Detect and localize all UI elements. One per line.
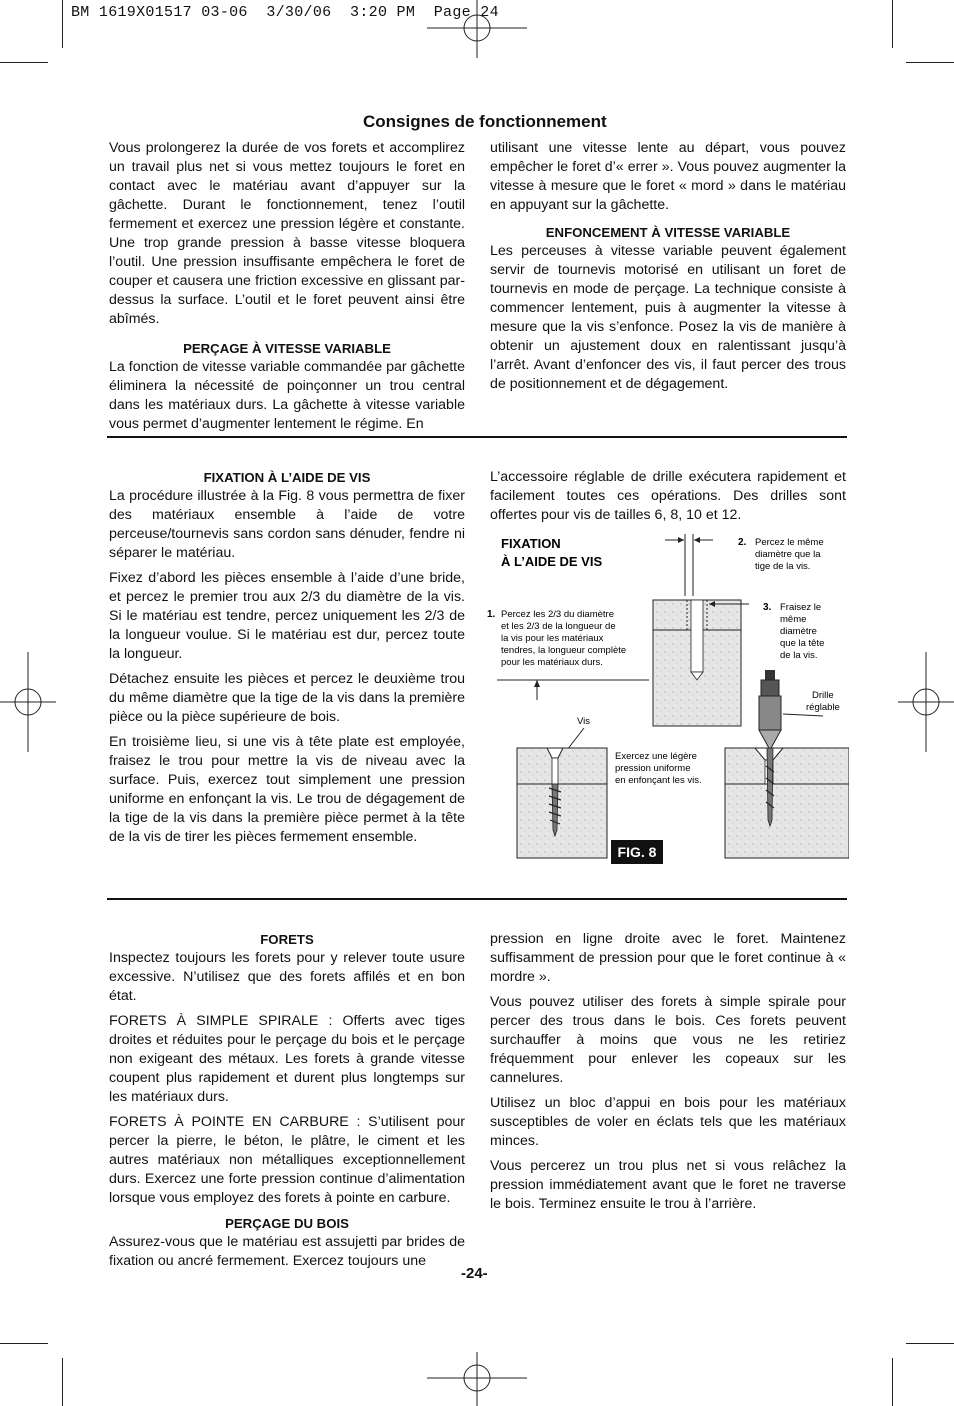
fig-label: FIG. 8 — [617, 844, 657, 860]
pressure-line2: pression uniforme — [615, 763, 691, 774]
crop-mark-tr-h — [906, 62, 954, 63]
step-1-line1: Percez les 2/3 du diamètre — [501, 609, 615, 620]
pressure-line3: en enfonçant les vis. — [615, 775, 702, 786]
registration-mark-left — [0, 652, 56, 752]
section3-right-column — [490, 930, 846, 1220]
step-3-line2: même — [780, 614, 807, 625]
paragraph: Détachez ensuite les pièces et percez le deuxième trou du même diamètre que la tige de la vis dans la première pièce ou la pièce supérieure de bois. — [109, 671, 465, 725]
pilot-hole — [691, 600, 703, 672]
vis-label: Vis — [577, 716, 591, 727]
paragraph: Vous pouvez utiliser des forets à simple spirale pour percer des trous dans le bois. Ces forets peuvent surchauffer à moins que vous ne les retiriez fréquemment pour enlever les copeaux sur les cannelures. — [490, 994, 846, 1086]
paragraph: FORETS À POINTE EN CARBURE : S’utilisent pour percer la pierre, le béton, le plâtre, le ciment et les autres matériaux non métalliques exceptionnellement durs. Exercez une forte pression continue d’alimentation lorsque vous employez des forets à pointe en carbure. — [109, 1114, 465, 1206]
paragraph: Fixez d’abord les pièces ensemble à l’aide d’une bride, et percez le premier trou aux 2/3 du diamètre de la vis. Si le matériau est tendre, percez uniquement les 2/3 de la longueur voulue. Si le matériau est dur, percez toute la longueur. — [109, 570, 465, 662]
crop-mark-tr-v — [892, 0, 893, 48]
step-3-line3: diamètre — [780, 626, 817, 637]
section3-left-column — [109, 930, 465, 1277]
registration-mark-right — [898, 652, 954, 752]
wood-block-drill-image — [725, 748, 849, 858]
step-1-line3: la vis pour les matériaux — [501, 633, 604, 644]
screw-thread-icon — [552, 784, 558, 836]
step-1-line5: pour les matériaux durs. — [501, 657, 603, 668]
crop-mark-tl-h — [0, 62, 48, 63]
subheading-variable-speed-driving: ENFONCEMENT À VITESSE VARIABLE — [545, 225, 791, 240]
subheading-variable-speed-drilling: PERÇAGE À VITESSE VARIABLE — [183, 341, 391, 356]
section1-left-column — [109, 139, 465, 440]
step-3-number: 3. — [763, 602, 772, 613]
drill-shank-icon — [765, 670, 775, 680]
step-2-line2: diamètre que la — [755, 549, 821, 560]
paragraph: utilisant une vitesse lente au départ, vous pouvez empêcher le foret d’« errer ». Vous pouvez augmenter la vitesse à mesure que le foret « mord » dans le matériau en appuyant sur la gâchette. — [490, 140, 846, 213]
paragraph: Vous percerez un trou plus net si vous relâchez la pression immédiatement avant que le foret ne traverse le bois. Terminez ensuite le trou à l’arrière. — [490, 1158, 846, 1212]
crop-mark-tl-v — [62, 0, 63, 48]
step-3-line1: Fraisez le — [780, 602, 822, 613]
paragraph: La fonction de vitesse variable commandée par gâchette éliminera la nécessité de poinçonner un trou central dans les matériaux durs. La gâchette à vitesse variable vous permet d’augmenter lentement le régime. En — [109, 359, 465, 432]
subheading-bits: FORETS — [260, 932, 314, 947]
step-1-number: 1. — [487, 609, 496, 620]
section1-right-column — [490, 139, 846, 400]
paragraph: Vous prolongerez la durée de vos forets et accomplirez un travail plus net si vous mettez toujours le foret en contact avec le matériau avant d’appuyer sur la gâchette. Durant le fonctionnement, tenez l’outil fermement et exercez une pression légère et constante. Une trop grande pression à basse vitesse bloquera l’outil. Une pression insuffisante empêchera le foret de couper et causera une friction excessive en glissant par-dessus la surface. L’outil et le foret peuvent ainsi être abîmés. — [109, 140, 465, 327]
paragraph: Assurez-vous que le matériau est assujetti par brides de fixation ou ancré fermement. Exercez toujours une — [109, 1234, 465, 1269]
paragraph: La procédure illustrée à la Fig. 8 vous permettra de fixer des matériaux ensemble à l’aide de votre perceuse/tournevis sans cordon sans dénuder, fendre ni séparer le matériau. — [109, 488, 465, 561]
crop-mark-br-v — [892, 1358, 893, 1406]
section-divider — [107, 436, 847, 438]
drille-line2: réglable — [806, 702, 840, 713]
registration-mark-bottom — [427, 1350, 527, 1406]
step-1-line4: tendres, la longueur complète — [501, 645, 627, 656]
paragraph: Inspectez toujours les forets pour y relever toute usure excessive. N’utilisez que des forets affilés et en bon état. — [109, 950, 465, 1004]
paragraph: Utilisez un bloc d’appui en bois pour les matériaux susceptibles de voler en éclats tels que les matériaux minces. — [490, 1095, 846, 1149]
registration-mark-top — [427, 0, 527, 60]
crop-mark-bl-h — [0, 1343, 48, 1344]
crop-mark-bl-v — [62, 1358, 63, 1406]
step-2-line3: tige de la vis. — [755, 561, 811, 572]
printer-slug: BM 1619X01517 03-06 3/30/06 3:20 PM Page 24 — [71, 4, 499, 21]
page-title: Consignes de fonctionnement — [363, 112, 607, 131]
pressure-line1: Exercez une légère — [615, 751, 697, 762]
step-2-number: 2. — [738, 537, 747, 548]
subheading-screw-fastening: FIXATION À L’AIDE DE VIS — [203, 470, 371, 485]
subheading-wood-drilling: PERÇAGE DU BOIS — [225, 1216, 349, 1231]
paragraph: Les perceuses à vitesse variable peuvent également servir de tournevis motorisé en utilisant un foret de tournevis en mode de perçage. La technique consiste à commencer lentement, puis à augmenter la vitesse à mesure que la vis s’enfonce. Posez la vis de manière à obtenir un ajustement doux en ralentissant jusqu’à l’arrêt. Avant d’enfoncer des vis, il faut percer des trous de positionnement et de dégagement. — [490, 243, 846, 392]
drille-line1: Drille — [812, 690, 834, 701]
figure-heading-line2: À L’AIDE DE VIS — [501, 554, 603, 569]
figure-8-screw-fastening — [487, 530, 849, 872]
section2-left-column — [109, 468, 465, 853]
step-3-line4: que la tête — [780, 638, 825, 649]
page-number: -24- — [461, 1265, 488, 1282]
paragraph: En troisième lieu, si une vis à tête plate est employée, fraisez le trou pour mettre la vis de niveau avec la surface. Puis, exercez tout simplement une pression uniforme en enfonçant la vis. Le trou de dégagement de la tige de la vis dans la première pièce permet à la tête de la vis de tirer les pièces fermement ensemble. — [109, 734, 465, 845]
step-2-line1: Percez le même — [755, 537, 824, 548]
crop-mark-br-h — [906, 1343, 954, 1344]
step-3-line5: de la vis. — [780, 650, 818, 661]
step-1-line2: et les 2/3 de la longueur de — [501, 621, 616, 632]
paragraph: L’accessoire réglable de drille exécutera rapidement et facilement toutes ces opérations. Des drilles sont offertes pour vis de tailles 6, 8, 10 et 12. — [490, 469, 846, 523]
wood-block-screw-image — [517, 748, 607, 858]
figure-heading-line1: FIXATION — [501, 536, 561, 551]
section-divider — [107, 898, 847, 900]
paragraph: FORETS À SIMPLE SPIRALE : Offerts avec tiges droites et réduites pour le perçage du bois et le perçage non exigeant des métaux. Les forets à grande vitesse coupent plus rapidement et durent plus longtemps sur les matériaux durs. — [109, 1013, 465, 1105]
paragraph: pression en ligne droite avec le foret. Maintenez suffisamment de pression pour que le foret continue à « mordre ». — [490, 931, 846, 985]
drill-bit-icon — [767, 748, 773, 826]
section2-right-column — [490, 468, 846, 531]
